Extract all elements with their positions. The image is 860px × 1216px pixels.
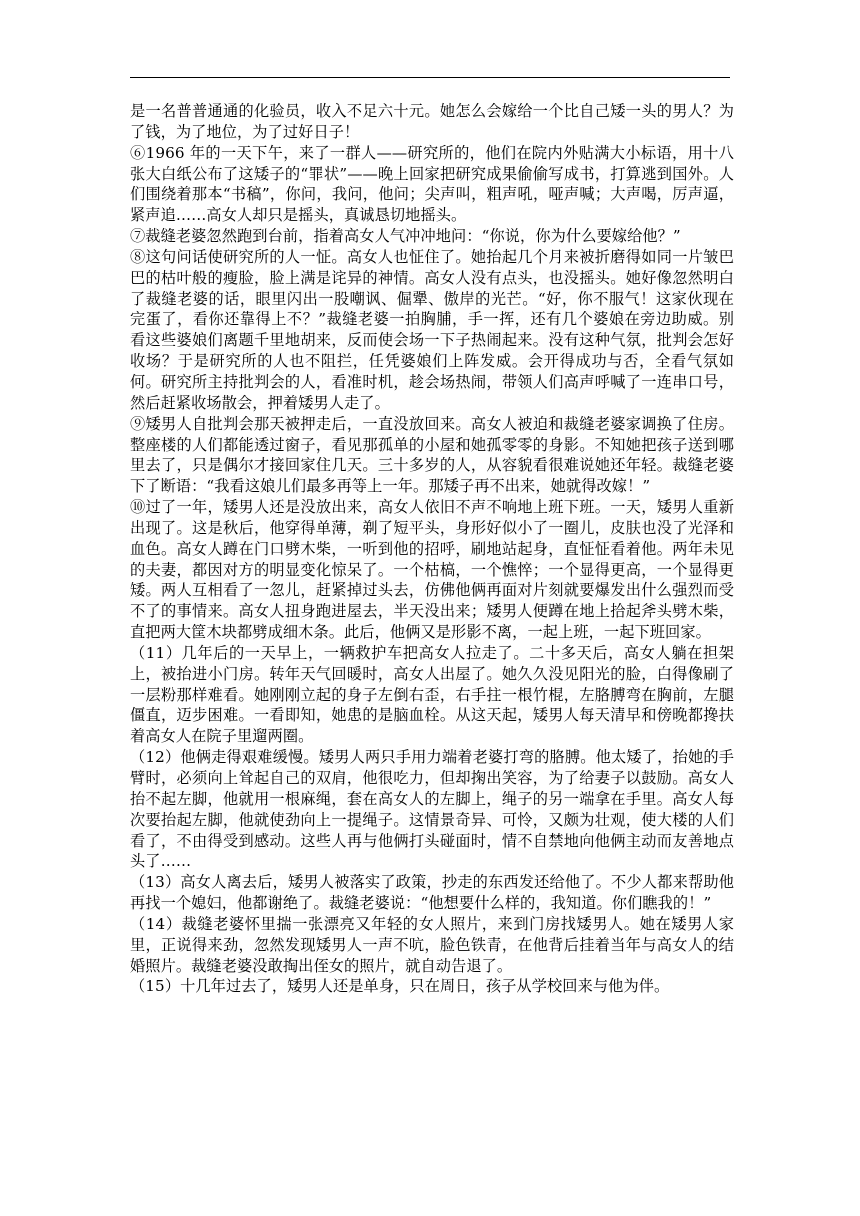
paragraph-7: ⑦裁缝老婆忽然跑到台前，指着高女人气冲冲地问：“你说，你为什么要嫁给他？” <box>130 227 681 246</box>
document-body <box>130 101 734 997</box>
paragraph-8: ⑧这句问话使研究所的人一怔。高女人也怔住了。她抬起几个月来被折磨得如同一片皱巴巴的枯叶般的瘦脸，脸上满是诧异的神情。高女人没有点头，也没摇头。她好像忽然明白了裁缝老婆的话，眼里闪出一股嘲讽、倔犟、傲岸的光芒。“好，你不服气！这家伙现在完蛋了，看你还靠得上不？”裁缝老婆一拍胸脯，手一挥，还有几个婆娘在旁边助威。别看这些婆娘们离题千里地胡来，反而使会场一下子热闹起来。没有这种气氛，批判会怎好收场？于是研究所的人也不阻拦，任凭婆娘们上阵发威。会开得成功与否，全看气氛如何。研究所主持批判会的人，看准时机，趁会场热闹，带领人们高声呼喊了一连串口号，然后赶紧收场散会，押着矮男人走了。 <box>130 247 734 412</box>
paragraph-13: （13）高女人离去后，矮男人被落实了政策，抄走的东西发还给他了。不少人都来帮助他再找一个媳妇，他都谢绝了。裁缝老婆说：“他想要什么样的，我知道。你们瞧我的！” <box>130 873 734 913</box>
header-rule <box>130 77 730 78</box>
paragraph-14: （14）裁缝老婆怀里揣一张漂亮又年轻的女人照片，来到门房找矮男人。她在矮男人家里，正说得来劲，忽然发现矮男人一声不吭，脸色铁青，在他背后挂着当年与高女人的结婚照片。裁缝老婆没敢掏出侄女的照片，就自动告退了。 <box>130 914 734 975</box>
paragraph-11: （11）几年后的一天早上，一辆救护车把高女人拉走了。二十多天后，高女人躺在担架上，被抬进小门房。转年天气回暖时，高女人出屋了。她久久没见阳光的脸，白得像刷了一层粉那样难看。她刚刚立起的身子左倒右歪，右手拄一根竹棍，左胳膊弯在胸前，左腿僵直，迈步困难。一看即知，她患的是脑血栓。从这天起，矮男人每天清早和傍晚都搀扶着高女人在院子里遛两圈。 <box>130 643 734 746</box>
paragraph-9: ⑨矮男人自批判会那天被押走后，一直没放回来。高女人被迫和裁缝老婆家调换了住房。整座楼的人们都能透过窗子，看见那孤单的小屋和她孤零零的身影。不知她把孩子送到哪里去了，只是偶尔才接回家住几天。三十多岁的人，从容貌看很难说她还年轻。裁缝老婆下了断语：“我看这娘儿们最多再等上一年。那矮子再不出来，她就得改嫁！” <box>130 414 734 496</box>
paragraph-6: ⑥1966 年的一天下午，来了一群人——研究所的，他们在院内外贴满大小标语，用十八张大白纸公布了这矮子的“罪状”——晚上回家把研究成果偷偷写成书，打算逃到国外。人们围绕着那本“书稿”，你问，我问，他问；尖声叫，粗声吼，哑声喊；大声喝，厉声逼，紧声追……高女人却只是摇头，真诚恳切地摇头。 <box>130 143 734 225</box>
paragraph-15: （15）十几年过去了，矮男人还是单身，只在周日，孩子从学校回来与他为伴。 <box>130 977 670 996</box>
paragraph-5-end: 是一名普普通通的化验员，收入不足六十元。她怎么会嫁给一个比自己矮一头的男人？为了钱，为了地位，为了过好日子！ <box>130 102 734 141</box>
paragraph-12: （12）他俩走得艰难缓慢。矮男人两只手用力端着老婆打弯的胳膊。他太矮了，抬她的手臂时，必须向上耸起自己的双肩，他很吃力，但却掬出笑容，为了给妻子以鼓励。高女人抬不起左脚，他就用一根麻绳，套在高女人的左脚上，绳子的另一端拿在手里。高女人每次要抬起左脚，他就使劲向上一提绳子。这情景奇异、可怜，又颇为壮观，使大楼的人们看了，不由得受到感动。这些人再与他俩打头碰面时，情不自禁地向他俩主动而友善地点头了…… <box>130 748 734 871</box>
paragraph-10: ⑩过了一年，矮男人还是没放出来，高女人依旧不声不响地上班下班。一天，矮男人重新出现了。这是秋后，他穿得单薄，剃了短平头，身形好似小了一圈儿，皮肤也没了光泽和血色。高女人蹲在门口劈木柴，一听到他的招呼，刷地站起身，直怔怔看着他。两年未见的夫妻，都因对方的明显变化惊呆了。一个枯槁，一个憔悴；一个显得更高，一个显得更矮。两人互相看了一忽儿，赶紧掉过头去，仿佛他俩再面对片刻就要爆发出什么强烈而受不了的事情来。高女人扭身跑进屋去，半天没出来；矮男人便蹲在地上拾起斧头劈木柴，直把两大筐木块都劈成细木条。此后，他俩又是形影不离，一起上班，一起下班回家。 <box>130 498 734 642</box>
